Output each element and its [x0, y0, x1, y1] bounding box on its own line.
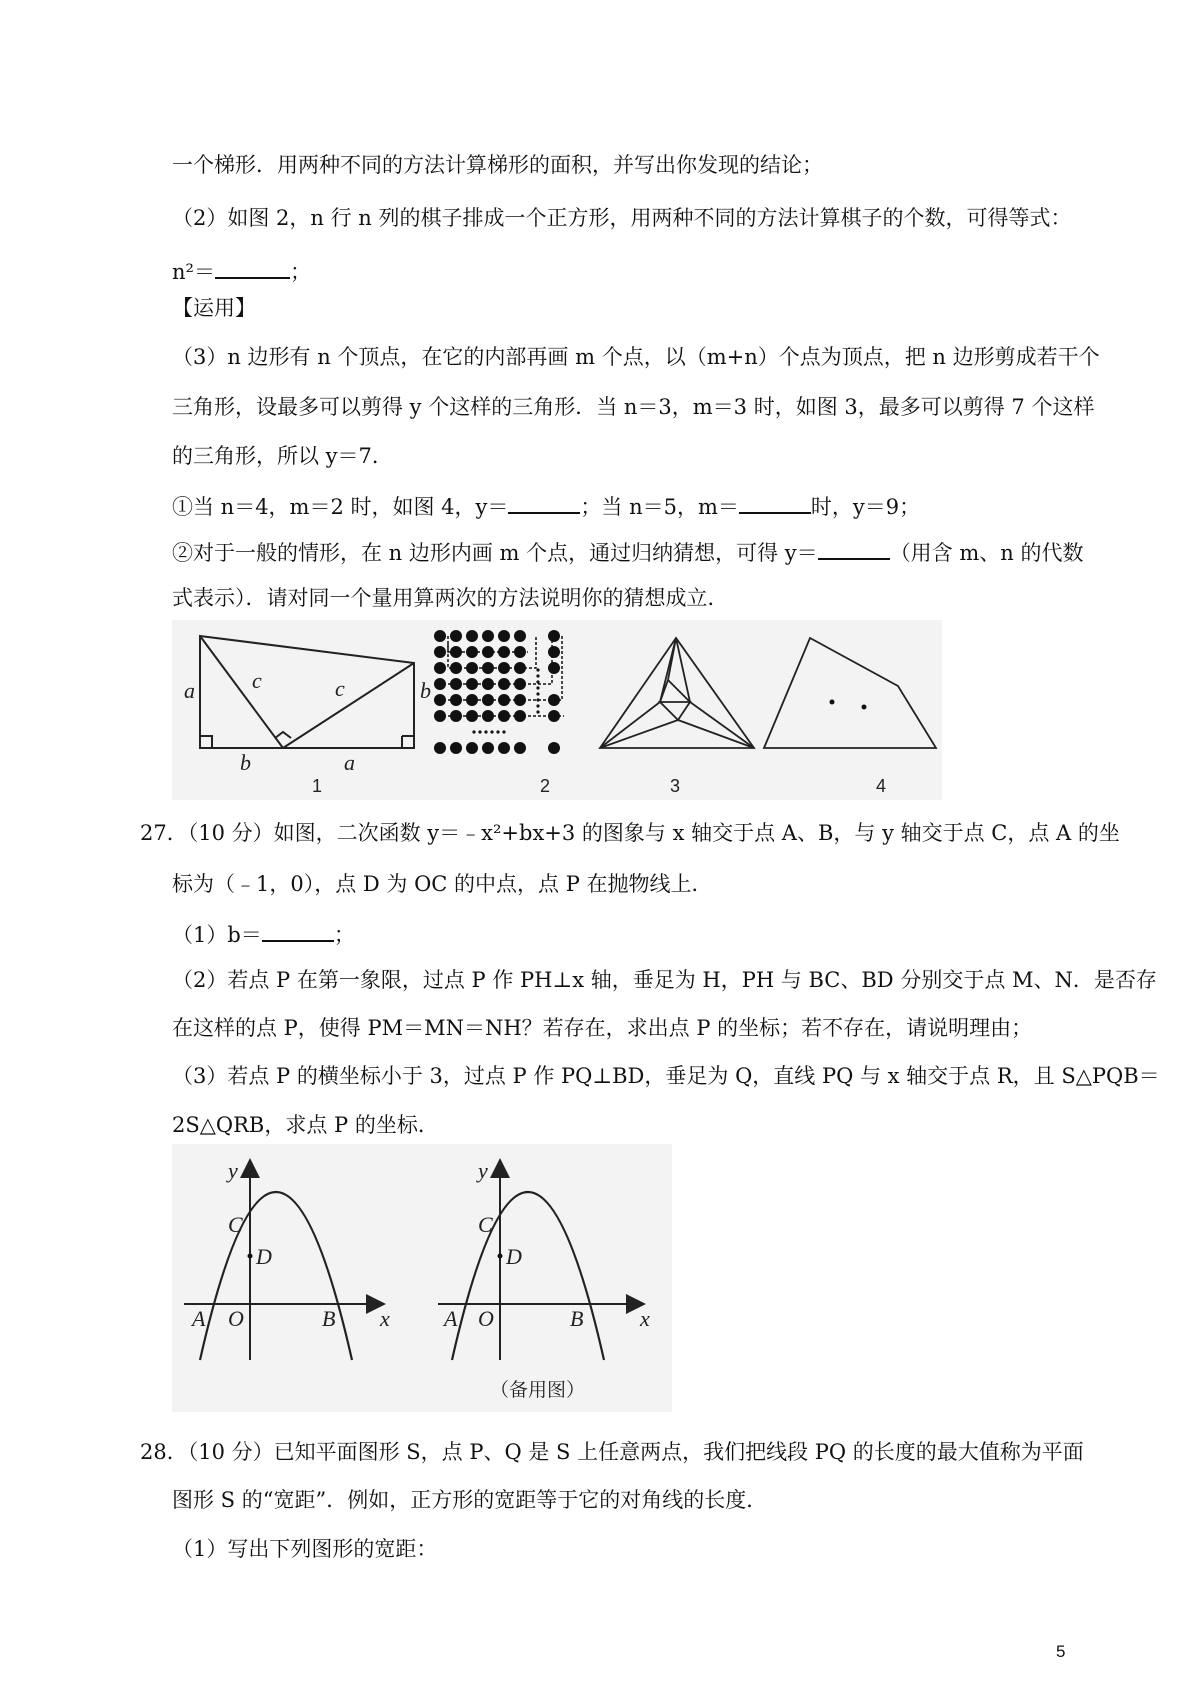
question-27-part-2a: （2）若点 P 在第一象限，过点 P 作 PH⊥x 轴，垂足为 H，PH 与 BC、BD 分别交于点 M、N．是否存 [172, 968, 1157, 992]
sub-question-1b: ；当 n＝5，m＝ [580, 495, 739, 519]
figure-4-quadrilateral [764, 638, 936, 748]
figure-1-trapezoid [200, 636, 414, 748]
ellipsis-dot [536, 686, 539, 689]
fig1-label-a-bottom: a [344, 750, 355, 775]
fig1-label-b-bottom: b [240, 750, 251, 775]
sub-question-1: ①当 n＝4，m＝2 时，如图 4，y＝ [172, 495, 509, 519]
figures-svg [172, 620, 942, 800]
question-27-part-3a: （3）若点 P 的横坐标小于 3，过点 P 作 PQ⊥BD，垂足为 Q，直线 PQ 与 x 轴交于点 R，且 S△PQB＝ [172, 1064, 1160, 1088]
left-D-label: D [256, 1244, 272, 1269]
text-line-2: （2）如图 2，n 行 n 列的棋子排成一个正方形，用两种不同的方法计算棋子的个数，可得等式： [172, 206, 1072, 230]
checker-piece [434, 662, 446, 674]
checker-piece [434, 630, 446, 642]
ellipsis-dot [536, 704, 539, 707]
figure-2-dot-grid [434, 630, 560, 754]
part-1-label: （1）b＝ [172, 923, 262, 947]
left-y-label: y [228, 1158, 238, 1183]
semicolon: ； [333, 923, 355, 947]
text-line-7: 的三角形，所以 y＝7． [172, 444, 393, 468]
checker-piece [434, 678, 446, 690]
question-27-line-2: 标为（﹣1，0），点 D 为 OC 的中点，点 P 在抛物线上． [172, 872, 713, 896]
checker-piece [548, 630, 560, 642]
sub-question-1c: 时，y＝9； [810, 495, 921, 519]
answer-blank[interactable] [262, 918, 334, 942]
parabola-figures [172, 1144, 672, 1412]
parabola-svg [172, 1144, 672, 1412]
ellipsis-dot [472, 730, 475, 733]
ellipsis-dot [536, 680, 539, 683]
ellipsis-dot [536, 692, 539, 695]
left-x-label: x [380, 1306, 390, 1331]
checker-piece [466, 742, 478, 754]
answer-blank[interactable] [215, 255, 290, 279]
right-y-label: y [478, 1158, 488, 1183]
checker-piece [514, 630, 526, 642]
question-28-part-1: （1）写出下列图形的宽距： [172, 1537, 438, 1561]
ellipsis-dot [484, 730, 487, 733]
checker-piece [466, 678, 478, 690]
fig1-label-c-right: c [335, 676, 345, 701]
fig2-caption: 2 [540, 776, 551, 796]
checker-piece [466, 694, 478, 706]
checker-piece [498, 630, 510, 642]
figure-3-triangle [600, 638, 754, 748]
page-number: 5 [1056, 1642, 1066, 1661]
answer-blank[interactable] [508, 490, 580, 514]
equation-label: n²＝ [172, 260, 215, 284]
right-B-label: B [570, 1306, 584, 1331]
text-line-9 [172, 536, 1083, 568]
right-A-label: A [444, 1306, 458, 1331]
checker-piece [434, 742, 446, 754]
checker-piece [450, 646, 462, 658]
graph-right [438, 1162, 642, 1360]
text-line-3 [172, 255, 311, 287]
checker-piece [466, 630, 478, 642]
checker-piece [466, 710, 478, 722]
question-27-part-3b: 2S△QRB，求点 P 的坐标． [172, 1113, 439, 1137]
question-27-part-2b: 在这样的点 P，使得 PM＝MN＝NH？若存在，求出点 P 的坐标；若不存在，请说明理由； [172, 1016, 1033, 1040]
fig1-label-b-right: b [420, 678, 431, 703]
backup-figure-caption: （备用图） [490, 1380, 586, 1401]
checker-piece [482, 742, 494, 754]
answer-blank[interactable] [818, 536, 890, 560]
checker-piece [434, 710, 446, 722]
fig4-caption: 4 [876, 776, 887, 796]
checker-piece [514, 742, 526, 754]
figure-strip-1-4 [172, 620, 942, 800]
sub-question-2b: （用含 m、n 的代数 [889, 541, 1084, 565]
checker-piece [548, 662, 560, 674]
section-heading-apply: 【运用】 [172, 296, 256, 320]
ellipsis-dot [490, 730, 493, 733]
left-C-label: C [228, 1212, 243, 1237]
ellipsis-dot [536, 674, 539, 677]
text-line-10: 式表示）．请对同一个量用算两次的方法说明你的猜想成立． [172, 586, 729, 610]
left-O-label: O [228, 1306, 244, 1331]
fig3-caption: 3 [670, 776, 681, 796]
right-x-label: x [640, 1306, 650, 1331]
sub-question-2: ②对于一般的情形，在 n 边形内画 m 个点，通过归纳猜想，可得 y＝ [172, 541, 818, 565]
left-A-label: A [192, 1306, 206, 1331]
text-line-8 [172, 490, 920, 522]
fig1-caption: 1 [312, 776, 323, 796]
right-C-label: C [478, 1212, 493, 1237]
text-line-5: （3）n 边形有 n 个顶点，在它的内部再画 m 个点，以（m+n）个点为顶点，把 n 边形剪成若干个 [172, 345, 1100, 369]
ellipsis-dot [502, 730, 505, 733]
question-27-line-1: 27．（10 分）如图，二次函数 y＝﹣x²+bx+3 的图象与 x 轴交于点 A、B，与 y 轴交于点 C，点 A 的坐 [140, 821, 1120, 845]
text-line-1: 一个梯形．用两种不同的方法计算梯形的面积，并写出你发现的结论； [172, 153, 823, 177]
checker-piece [450, 742, 462, 754]
ellipsis-dot [478, 730, 481, 733]
checker-piece [548, 742, 560, 754]
ellipsis-dot [536, 668, 539, 671]
checker-piece [482, 630, 494, 642]
checker-piece [434, 646, 446, 658]
question-28-line-1: 28．（10 分）已知平面图形 S，点 P、Q 是 S 上任意两点，我们把线段 PQ 的长度的最大值称为平面 [140, 1440, 1084, 1464]
ellipsis-dot [536, 710, 539, 713]
graph-left [184, 1162, 382, 1360]
fig1-label-c-left: c [252, 668, 262, 693]
checker-piece [450, 630, 462, 642]
text-line-6: 三角形，设最多可以剪得 y 个这样的三角形．当 n＝3，m＝3 时，如图 3，最多可以剪得 7 个这样 [172, 395, 1095, 419]
ellipsis-dot [496, 730, 499, 733]
right-O-label: O [478, 1306, 494, 1331]
checker-piece [482, 662, 494, 674]
left-B-label: B [322, 1306, 336, 1331]
question-27-part-1 [172, 918, 355, 950]
checker-piece [548, 646, 560, 658]
fig1-label-a-left: a [184, 678, 195, 703]
question-28-line-2: 图形 S 的“宽距”．例如，正方形的宽距等于它的对角线的长度． [172, 1488, 768, 1512]
checker-piece [498, 742, 510, 754]
right-D-label: D [506, 1244, 522, 1269]
semicolon: ； [289, 260, 311, 284]
answer-blank[interactable] [739, 490, 811, 514]
checker-piece [434, 694, 446, 706]
